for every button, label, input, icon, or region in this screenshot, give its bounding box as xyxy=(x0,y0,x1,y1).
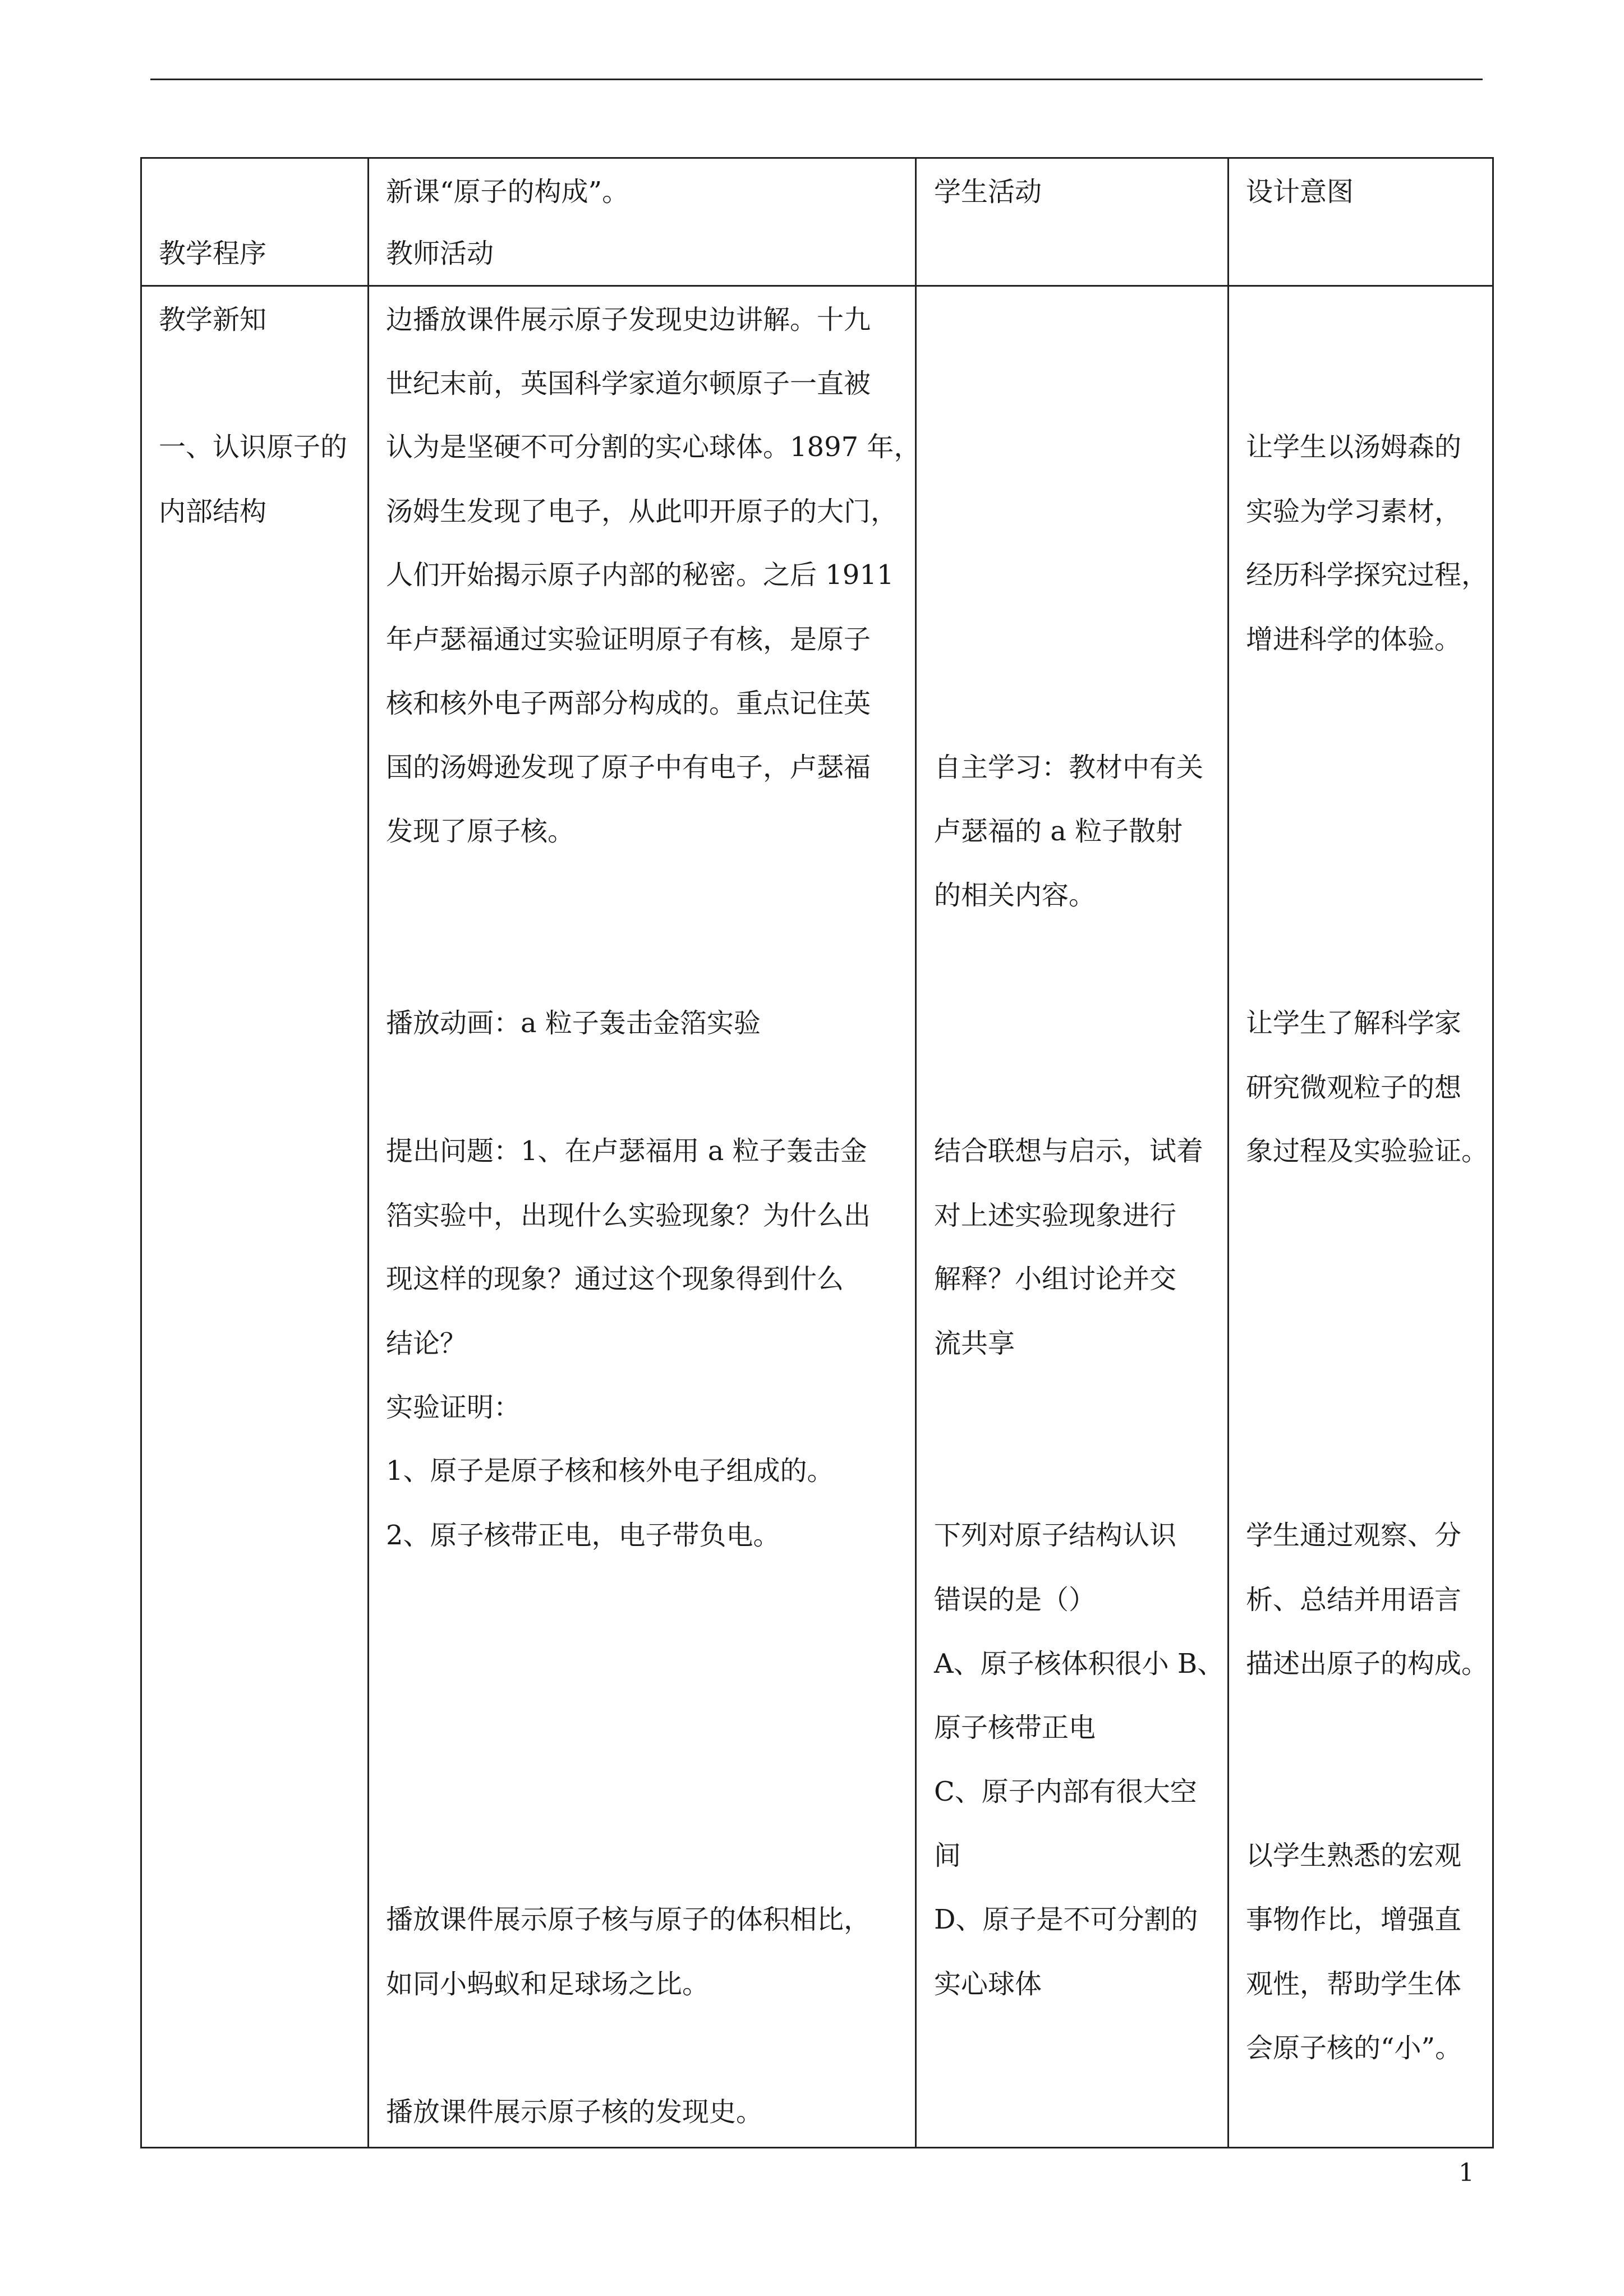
column-divider-3 xyxy=(1227,159,1229,2147)
teacher-text-line: 2、原子核带正电，电子带负电。 xyxy=(386,1520,780,1551)
student-text-line: 下列对原子结构认识 xyxy=(934,1520,1177,1551)
teacher-text-line: 实验证明： xyxy=(386,1392,521,1423)
intent-text-line: 经历科学探究过程， xyxy=(1246,559,1489,591)
page-number: 1 xyxy=(1459,2159,1474,2187)
student-text-line: 结合联想与启示，试着 xyxy=(934,1135,1204,1167)
column-divider-1 xyxy=(367,159,369,2147)
intent-text-line: 会原子核的“小”。 xyxy=(1246,2032,1462,2064)
intent-text-line: 研究微观粒子的想 xyxy=(1246,1072,1462,1103)
intent-text-line: 让学生了解科学家 xyxy=(1246,1007,1462,1039)
intent-text-line: 析、总结并用语言 xyxy=(1246,1584,1462,1616)
student-text-line: 间 xyxy=(934,1840,961,1871)
teacher-text-line: 播放课件展示原子核的发现史。 xyxy=(386,2096,763,2128)
intent-text-line: 实验为学习素材， xyxy=(1246,496,1462,527)
teacher-text-line: 1、原子是原子核和核外电子组成的。 xyxy=(386,1455,834,1487)
student-text-line: A、原子核体积很小 B、 xyxy=(934,1648,1225,1680)
header-row-divider xyxy=(142,285,1492,287)
intent-text-line: 学生通过观察、分 xyxy=(1246,1520,1462,1551)
student-text-line: D、原子是不可分割的 xyxy=(934,1904,1198,1935)
teacher-text-line: 现这样的现象？通过这个现象得到什么 xyxy=(386,1263,844,1295)
teacher-text-line: 核和核外电子两部分构成的。重点记住英 xyxy=(386,688,871,719)
student-text-line: 流共享 xyxy=(934,1328,1015,1359)
teacher-text-line: 人们开始揭示原子内部的秘密。之后 1911 xyxy=(386,559,894,591)
student-text-line: 自主学习：教材中有关 xyxy=(934,752,1204,783)
header-student-activity: 学生活动 xyxy=(934,176,1042,208)
student-text-line: 卢瑟福的 a 粒子散射 xyxy=(934,816,1183,847)
teacher-text-line: 结论？ xyxy=(386,1328,467,1359)
teacher-text-line: 边播放课件展示原子发现史边讲解。十九 xyxy=(386,304,871,335)
intent-text-line: 观性，帮助学生体 xyxy=(1246,1968,1462,2000)
header-teaching-procedure: 教学程序 xyxy=(159,238,267,269)
student-text-line: 原子核带正电 xyxy=(934,1712,1096,1743)
student-text-line: 错误的是（） xyxy=(934,1584,1096,1616)
teacher-text-line: 播放课件展示原子核与原子的体积相比， xyxy=(386,1904,871,1935)
intent-text-line: 让学生以汤姆森的 xyxy=(1246,431,1462,463)
header-teacher-activity: 教师活动 xyxy=(386,238,494,269)
lesson-plan-table xyxy=(140,157,1494,2148)
teacher-text-line: 发现了原子核。 xyxy=(386,816,575,847)
student-text-line: 对上述实验现象进行 xyxy=(934,1200,1177,1231)
student-text-line: C、原子内部有很大空 xyxy=(934,1776,1197,1807)
teacher-text-line: 如同小蚂蚁和足球场之比。 xyxy=(386,1968,710,2000)
teacher-text-line: 播放动画：a 粒子轰击金箔实验 xyxy=(386,1007,761,1039)
section-label: 教学新知 xyxy=(159,304,267,335)
student-text-line: 实心球体 xyxy=(934,1968,1042,2000)
teacher-text-line: 国的汤姆逊发现了原子中有电子，卢瑟福 xyxy=(386,752,871,783)
teacher-text-line: 世纪末前，英国科学家道尔顿原子一直被 xyxy=(386,368,871,399)
page-header-rule xyxy=(150,79,1483,80)
intent-text-line: 描述出原子的构成。 xyxy=(1246,1648,1489,1680)
header-design-intent: 设计意图 xyxy=(1246,176,1354,208)
student-text-line: 的相关内容。 xyxy=(934,880,1096,911)
teacher-text-line: 年卢瑟福通过实验证明原子有核，是原子 xyxy=(386,624,871,655)
teacher-text-line: 汤姆生发现了电子，从此叩开原子的大门， xyxy=(386,496,898,527)
teacher-text-line: 认为是坚硬不可分割的实心球体。1897 年， xyxy=(386,431,921,463)
intent-text-line: 事物作比，增强直 xyxy=(1246,1904,1462,1935)
intent-text-line: 以学生熟悉的宏观 xyxy=(1246,1840,1462,1871)
section-heading-line: 内部结构 xyxy=(159,496,267,527)
intent-text-line: 象过程及实验验证。 xyxy=(1246,1135,1489,1167)
teacher-text-line: 箔实验中，出现什么实验现象？为什么出 xyxy=(386,1200,871,1231)
intent-text-line: 增进科学的体验。 xyxy=(1246,624,1462,655)
header-new-lesson: 新课“原子的构成”。 xyxy=(386,176,629,208)
student-text-line: 解释？小组讨论并交 xyxy=(934,1263,1177,1295)
section-heading-line: 一、认识原子的 xyxy=(159,431,348,463)
teacher-text-line: 提出问题：1、在卢瑟福用 a 粒子轰击金 xyxy=(386,1135,867,1167)
